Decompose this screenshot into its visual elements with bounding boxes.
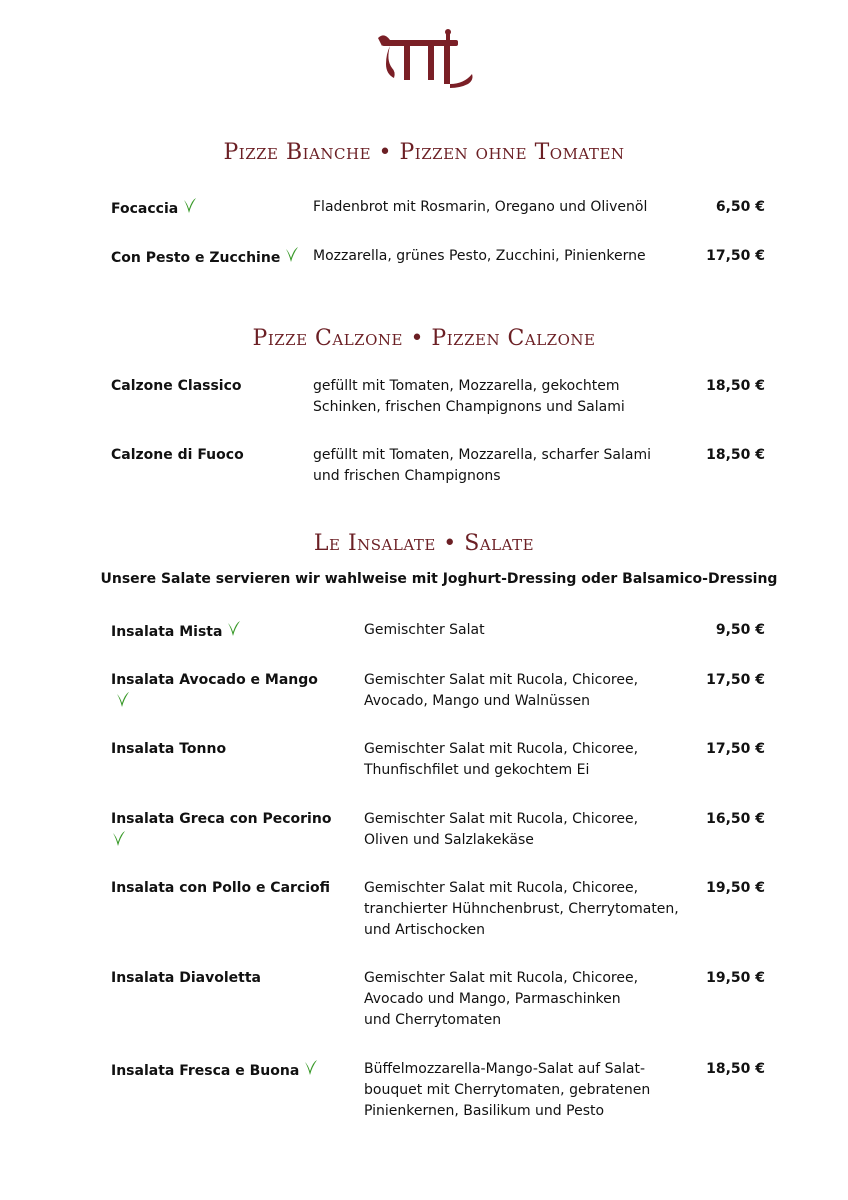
menu-item-name-text: Insalata Tonno	[111, 741, 227, 757]
menu-item-name	[111, 197, 301, 220]
description-line: gefüllt mit Tomaten, Mozzarella, gekochtem	[313, 378, 620, 394]
menu-item-name	[111, 445, 301, 466]
description-line: Fladenbrot mit Rosmarin, Oregano und Olivenöl	[313, 199, 648, 215]
description-line: Büffelmozzarella-Mango-Salat auf Salat-	[364, 1061, 646, 1077]
menu-item-price: 18,50 €	[706, 378, 765, 394]
description-line: und Artischocken	[364, 922, 486, 938]
menu-item-name-text: Insalata Avocado e Mango	[111, 672, 318, 688]
menu-item-description	[313, 197, 683, 218]
menu-item-description	[313, 445, 683, 487]
menu-item-name-text: Calzone di Fuoco	[111, 447, 244, 463]
menu-item-name-text: Insalata Greca con Pecorino	[111, 811, 332, 827]
menu-item-description	[364, 1059, 704, 1122]
menu-item-name-text: Calzone Classico	[111, 378, 242, 394]
description-line: Avocado, Mango und Walnüssen	[364, 693, 590, 709]
description-line: tranchierter Hühnchenbrust, Cherrytomaten,	[364, 901, 679, 917]
vegetarian-leaf-icon	[226, 620, 242, 638]
description-line: und Cherrytomaten	[364, 1012, 502, 1028]
vegetarian-leaf-icon	[111, 830, 127, 848]
vegetarian-leaf-icon	[303, 1059, 319, 1077]
menu-item-name	[111, 1059, 336, 1082]
description-line: Oliven und Salzlakekäse	[364, 832, 534, 848]
menu-item-price: 18,50 €	[706, 447, 765, 463]
description-line: Gemischter Salat mit Rucola, Chicoree,	[364, 672, 639, 688]
description-line: und frischen Champignons	[313, 468, 501, 484]
menu-item-price: 17,50 €	[706, 248, 765, 264]
description-line: Gemischter Salat mit Rucola, Chicoree,	[364, 741, 639, 757]
menu-item-name-text: Insalata Mista	[111, 624, 223, 640]
vegetarian-leaf-icon	[115, 691, 131, 709]
description-line: Gemischter Salat mit Rucola, Chicoree,	[364, 811, 639, 827]
menu-item-name-text: Insalata con Pollo e Carciofi	[111, 880, 331, 896]
menu-item-price: 17,50 €	[706, 672, 765, 688]
description-line: Thunfischfilet und gekochtem Ei	[364, 762, 590, 778]
description-line: Gemischter Salat	[364, 622, 485, 638]
menu-item-description	[364, 670, 704, 712]
description-line: Avocado und Mango, Parmaschinken	[364, 991, 621, 1007]
menu-item-price: 6,50 €	[715, 199, 765, 215]
menu-item-description	[364, 878, 704, 941]
menu-item-name	[111, 670, 336, 714]
menu-item-name-text: Insalata Fresca e Buona	[111, 1063, 300, 1079]
menu-item-price: 18,50 €	[706, 1061, 765, 1077]
menu-item-name	[111, 246, 301, 269]
menu-item-description	[313, 376, 683, 418]
menu-item-name	[111, 620, 336, 643]
description-line: Schinken, frischen Champignons und Salami	[313, 399, 625, 415]
vegetarian-leaf-icon	[182, 197, 198, 215]
menu-item-description	[364, 968, 704, 1031]
section-title: Le Insalate • Salate	[313, 531, 535, 556]
menu-item-name-text: Insalata Diavoletta	[111, 970, 261, 986]
section-note: Unsere Salate servieren wir wahlweise mit Joghurt-Dressing oder Balsamico-Dressing	[100, 571, 778, 587]
menu-item-description	[364, 620, 704, 641]
menu-item-price: 19,50 €	[706, 970, 765, 986]
description-line: Mozzarella, grünes Pesto, Zucchini, Pinienkerne	[313, 248, 646, 264]
menu-item-description	[313, 246, 683, 267]
menu-item-name-text: Con Pesto e Zucchine	[111, 250, 281, 266]
description-line: gefüllt mit Tomaten, Mozzarella, scharfer Salami	[313, 447, 651, 463]
menu-item-price: 17,50 €	[706, 741, 765, 757]
menu-item-price: 19,50 €	[706, 880, 765, 896]
menu-item-description	[364, 739, 704, 781]
section-title: Pizze Calzone • Pizzen Calzone	[252, 326, 596, 351]
menu-item-price: 9,50 €	[715, 622, 765, 638]
menu-item-name-text: Focaccia	[111, 201, 179, 217]
description-line: Gemischter Salat mit Rucola, Chicoree,	[364, 970, 639, 986]
description-line: Gemischter Salat mit Rucola, Chicoree,	[364, 880, 639, 896]
restaurant-logo-icon	[374, 28, 484, 88]
vegetarian-leaf-icon	[284, 246, 300, 264]
menu-item-name	[111, 809, 336, 853]
menu-item-name	[111, 739, 336, 760]
section-title: Pizze Bianche • Pizzen ohne Tomaten	[223, 140, 625, 165]
menu-item-name	[111, 968, 336, 989]
description-line: bouquet mit Cherrytomaten, gebratenen	[364, 1082, 651, 1098]
menu-item-price: 16,50 €	[706, 811, 765, 827]
menu-item-name	[111, 878, 336, 899]
description-line: Pinienkernen, Basilikum und Pesto	[364, 1103, 605, 1119]
menu-item-description	[364, 809, 704, 851]
menu-item-name	[111, 376, 301, 397]
